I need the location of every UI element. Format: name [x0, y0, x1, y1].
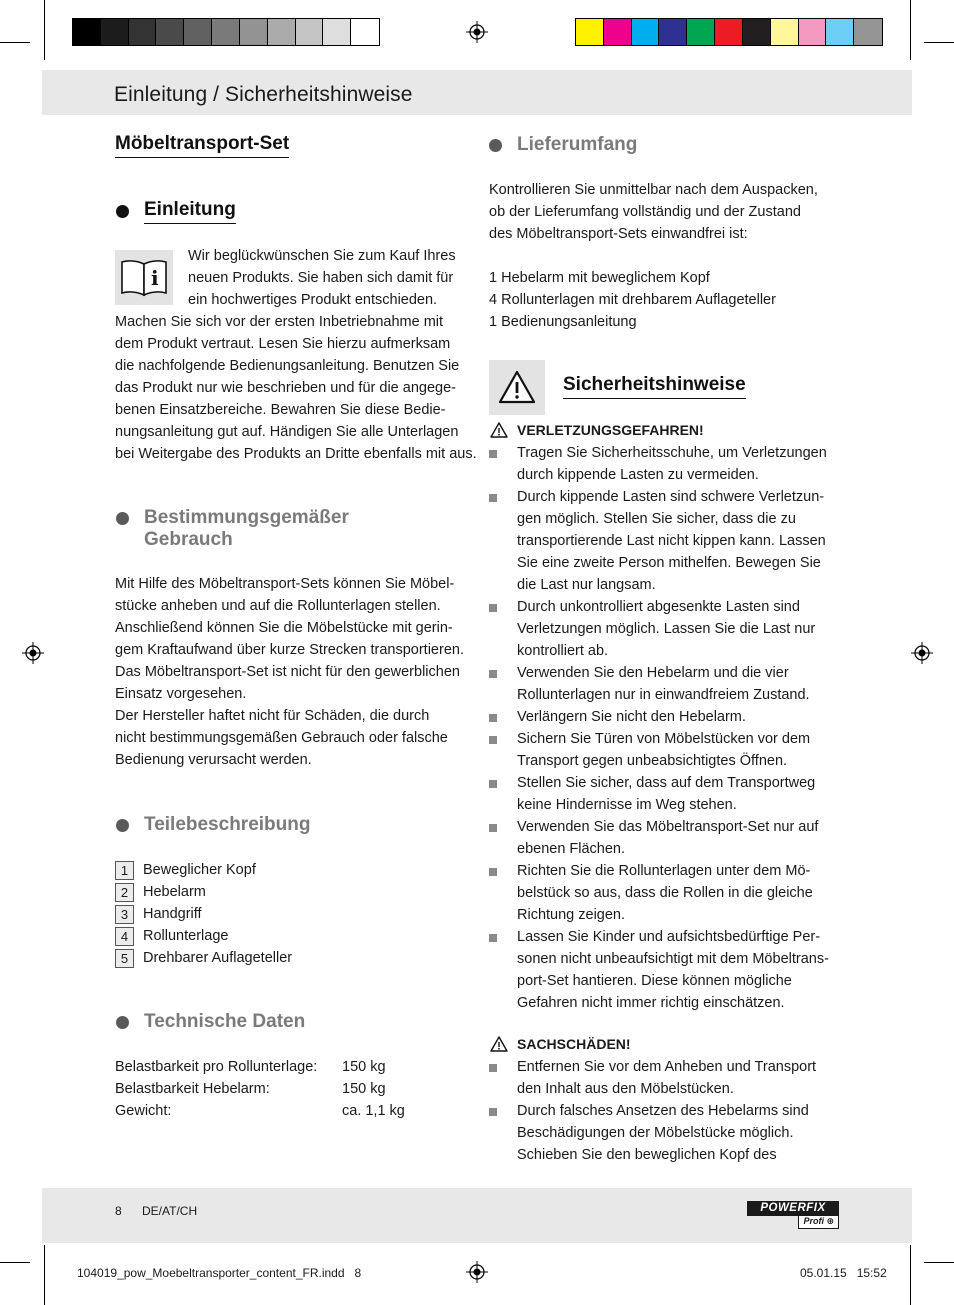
text-line: Entfernen Sie vor dem Anheben und Transport: [517, 1059, 817, 1075]
safety-item-text: [517, 662, 849, 706]
process-swatch: [715, 19, 743, 45]
process-swatch: [604, 19, 632, 45]
text-line: nungsanleitung gut auf. Händigen Sie alle Unterlagen: [115, 424, 459, 440]
part-row: [115, 882, 206, 902]
bullet-square-icon: [489, 868, 497, 876]
print-date: 05.01.15 15:52: [800, 1266, 887, 1280]
safety-item-text: [517, 860, 849, 926]
page-number: 8: [115, 1204, 122, 1218]
bullet-square-icon: [489, 780, 497, 788]
registration-mark-icon: [466, 1261, 488, 1283]
grayscale-color-bar: [72, 18, 380, 46]
text-line: sonen nicht unbeaufsichtigt mit dem Möbeltrans-: [517, 951, 829, 967]
country-codes: DE/AT/CH: [142, 1204, 198, 1218]
text-line: Sie eine zweite Person mithelfen. Bewegen Sie: [517, 555, 821, 571]
part-row: [115, 860, 256, 880]
heading-bestimmung-line2: Gebrauch: [144, 529, 233, 550]
text-line: die Last nur langsam.: [517, 577, 656, 593]
text-line: kontrolliert ab.: [517, 643, 609, 659]
safety-item-text: [517, 596, 849, 662]
safety-item-text: [517, 926, 849, 1014]
text-line: Machen Sie sich vor der ersten Inbetriebnahme mit: [115, 314, 444, 330]
process-swatch: [854, 19, 882, 45]
text-line: Verletzungen möglich. Lassen Sie die Last nur: [517, 621, 816, 637]
registration-mark-icon: [466, 21, 488, 43]
text-line: Der Hersteller haftet nicht für Schäden, die durch: [115, 708, 430, 724]
einleitung-text: [115, 245, 477, 465]
text-line: Gefahren nicht immer richtig einschätzen.: [517, 995, 785, 1011]
process-swatch: [771, 19, 799, 45]
grayscale-swatch: [129, 19, 157, 45]
part-number: 2: [115, 883, 134, 902]
heading-einleitung: Einleitung: [144, 199, 236, 224]
safety-item-text: [517, 728, 849, 772]
safety-item-text: [517, 816, 849, 860]
text-line: Sichern Sie Türen von Möbelstücken vor dem: [517, 731, 811, 747]
crop-mark: [0, 42, 30, 43]
text-line: Verwenden Sie das Möbeltransport-Set nur auf: [517, 819, 819, 835]
text-line: neuen Produkts. Sie haben sich damit für: [188, 270, 454, 286]
crop-mark: [924, 1262, 954, 1263]
heading-bullet-icon: [116, 1016, 129, 1029]
tech-label: Gewicht:: [115, 1103, 172, 1119]
text-line: Verlängern Sie nicht den Hebelarm.: [517, 709, 746, 725]
safety-item-text: [517, 706, 849, 728]
text-line: die nachfolgende Bedienungsanleitung. Benutzen Sie: [115, 358, 460, 374]
svg-text:i: i: [151, 266, 159, 290]
part-label: Rollunterlage: [143, 928, 229, 944]
file-info: 104019_pow_Moebeltransporter_content_FR.indd 8: [77, 1266, 362, 1280]
crop-mark: [44, 1245, 45, 1305]
page-title: Einleitung / Sicherheitshinweise: [114, 83, 413, 106]
warning-verletzung-label: VERLETZUNGSGEFAHREN!: [517, 422, 704, 438]
bullet-square-icon: [489, 604, 497, 612]
text-line: Stellen Sie sicher, dass auf dem Transportweg: [517, 775, 816, 791]
text-line: den Inhalt aus den Möbelstücken.: [517, 1081, 734, 1097]
text-line: transportierende Last nicht kippen kann. Lassen: [517, 533, 826, 549]
part-number: 5: [115, 949, 134, 968]
heading-bullet-icon: [116, 512, 129, 525]
safety-item-text: [517, 1100, 849, 1166]
grayscale-swatch: [296, 19, 324, 45]
text-line: 4 Rollunterlagen mit drehbarem Auflageteller: [489, 292, 776, 308]
text-line: Anschließend können Sie die Möbelstücke mit gerin-: [115, 620, 453, 636]
process-swatch: [632, 19, 660, 45]
text-line: ein hochwertiges Produkt entschieden.: [188, 292, 438, 308]
heading-bullet-icon: [489, 139, 502, 152]
text-line: Einsatz vorgesehen.: [115, 686, 247, 702]
text-line: gen möglich. Stellen Sie sicher, dass die zu: [517, 511, 796, 527]
lieferumfang-text: [489, 179, 849, 245]
process-swatch: [576, 19, 604, 45]
grayscale-swatch: [240, 19, 268, 45]
text-line: Durch unkontrolliert abgesenkte Lasten sind: [517, 599, 800, 615]
text-line: benen Einsatzbereiche. Bewahren Sie diese Bedie-: [115, 402, 446, 418]
text-line: nicht bestimmungsgemäßen Gebrauch oder falsche: [115, 730, 448, 746]
safety-item-text: [517, 486, 849, 596]
process-swatch: [659, 19, 687, 45]
part-row: [115, 948, 292, 968]
crop-mark: [910, 0, 911, 60]
bullet-square-icon: [489, 1064, 497, 1072]
process-color-bar: [575, 18, 883, 46]
tech-label: Belastbarkeit pro Rollunterlage:: [115, 1059, 318, 1075]
text-line: das Produkt nur wie beschrieben und für die angege-: [115, 380, 456, 396]
profi-badge-text: Profi: [803, 1216, 824, 1226]
part-row: [115, 904, 202, 924]
product-title: Möbeltransport-Set: [115, 133, 289, 158]
text-line: Wir beglückwünschen Sie zum Kauf Ihres: [188, 248, 456, 264]
grayscale-swatch: [101, 19, 129, 45]
text-line: gem Kraftaufwand über kurze Strecken transportieren.: [115, 642, 464, 658]
bullet-square-icon: [489, 494, 497, 502]
process-swatch: [799, 19, 827, 45]
warning-sachschaden-label: SACHSCHÄDEN!: [517, 1036, 631, 1052]
part-label: Drehbarer Auflageteller: [143, 950, 293, 966]
text-line: Das Möbeltransport-Set ist nicht für den gewerblichen: [115, 664, 460, 680]
warning-sachschaden: [489, 1035, 631, 1053]
heading-bullet-icon: [116, 205, 129, 218]
text-line: des Möbeltransport-Sets einwandfrei ist:: [489, 226, 748, 242]
text-line: Transport gegen unbeabsichtigtes Öffnen.: [517, 753, 788, 769]
text-line: ebenen Flächen.: [517, 841, 626, 857]
powerfix-logo: [747, 1201, 839, 1227]
text-line: Durch kippende Lasten sind schwere Verletzun-: [517, 489, 825, 505]
text-line: Bedienung verursacht werden.: [115, 752, 312, 768]
heading-bestimmung: [144, 507, 349, 551]
text-line: keine Hindernisse im Weg stehen.: [517, 797, 737, 813]
part-row: [115, 926, 228, 946]
text-line: bei Weitergabe des Produkts an Dritte ebenfalls mit aus.: [115, 446, 477, 462]
grayscale-swatch: [212, 19, 240, 45]
safety-item-text: [517, 772, 849, 816]
text-line: belstück so aus, dass die Rollen in die gleiche: [517, 885, 813, 901]
part-number: 4: [115, 927, 134, 946]
text-line: Schieben Sie den beweglichen Kopf des: [517, 1147, 777, 1163]
text-line: Kontrollieren Sie unmittelbar nach dem Auspacken,: [489, 182, 818, 198]
lieferumfang-list: [489, 267, 849, 333]
bullet-square-icon: [489, 934, 497, 942]
heading-technische-daten: Technische Daten: [144, 1011, 306, 1032]
tech-value: 150 kg: [342, 1081, 386, 1097]
text-line: Durch falsches Ansetzen des Hebelarms sind: [517, 1103, 809, 1119]
grayscale-swatch: [184, 19, 212, 45]
text-line: Beschädigungen der Möbelstücke möglich.: [517, 1125, 794, 1141]
tech-value: ca. 1,1 kg: [342, 1103, 405, 1119]
part-number: 1: [115, 861, 134, 880]
bestimmung-text: [115, 573, 470, 771]
text-line: dem Produkt vertraut. Lesen Sie hierzu aufmerksam: [115, 336, 451, 352]
tech-value: 150 kg: [342, 1059, 386, 1075]
text-line: durch kippende Lasten zu vermeiden.: [517, 467, 759, 483]
heading-teilebeschreibung: Teilebeschreibung: [144, 814, 311, 835]
warning-triangle-icon: [489, 360, 545, 415]
text-line: Lassen Sie Kinder und aufsichtsbedürftige Per-: [517, 929, 821, 945]
grayscale-swatch: [268, 19, 296, 45]
text-line: Mit Hilfe des Möbeltransport-Sets können Sie Möbel-: [115, 576, 455, 592]
heading-bestimmung-line1: Bestimmungsgemäßer: [144, 507, 349, 528]
heading-bullet-icon: [116, 819, 129, 832]
text-line: Rollunterlagen nur in einwandfreiem Zustand.: [517, 687, 810, 703]
part-number: 3: [115, 905, 134, 924]
registration-mark-icon: [22, 642, 44, 664]
text-line: Richtung zeigen.: [517, 907, 626, 923]
process-swatch: [687, 19, 715, 45]
grayscale-swatch: [323, 19, 351, 45]
crop-mark: [0, 1262, 30, 1263]
part-label: Beweglicher Kopf: [143, 862, 256, 878]
bullet-square-icon: [489, 736, 497, 744]
process-swatch: [743, 19, 771, 45]
crop-mark: [924, 42, 954, 43]
warning-small-icon: [489, 1035, 509, 1053]
bullet-square-icon: [489, 714, 497, 722]
text-line: stücke anheben und auf die Rollunterlagen stellen.: [115, 598, 441, 614]
text-line: Richten Sie die Rollunterlagen unter dem Mö-: [517, 863, 811, 879]
safety-item-text: [517, 1056, 849, 1100]
part-label: Hebelarm: [143, 884, 206, 900]
bullet-square-icon: [489, 670, 497, 678]
part-label: Handgriff: [143, 906, 202, 922]
bullet-square-icon: [489, 1108, 497, 1116]
heading-lieferumfang: Lieferumfang: [517, 134, 638, 155]
bullet-square-icon: [489, 450, 497, 458]
text-line: 1 Bedienungsanleitung: [489, 314, 637, 330]
warning-small-icon: [489, 421, 509, 439]
heading-sicherheitshinweise: Sicherheitshinweise: [563, 374, 746, 399]
grayscale-swatch: [156, 19, 184, 45]
crop-mark: [910, 1245, 911, 1305]
registration-mark-icon: [911, 642, 933, 664]
bullet-square-icon: [489, 824, 497, 832]
text-line: port-Set hantieren. Diese können mögliche: [517, 973, 792, 989]
text-line: 1 Hebelarm mit beweglichem Kopf: [489, 270, 710, 286]
powerfix-logo-text: POWERFIX: [747, 1201, 839, 1216]
text-line: Verwenden Sie den Hebelarm und die vier: [517, 665, 789, 681]
process-swatch: [826, 19, 854, 45]
warning-verletzung: [489, 421, 704, 439]
text-line: Tragen Sie Sicherheitsschuhe, um Verletzungen: [517, 445, 827, 461]
profi-badge: Profi ⊕: [798, 1215, 839, 1229]
grayscale-swatch: [351, 19, 379, 45]
grayscale-swatch: [73, 19, 101, 45]
safety-item-text: [517, 442, 849, 486]
tech-label: Belastbarkeit Hebelarm:: [115, 1081, 270, 1097]
text-line: ob der Lieferumfang vollständig und der Zustand: [489, 204, 801, 220]
crop-mark: [44, 0, 45, 60]
